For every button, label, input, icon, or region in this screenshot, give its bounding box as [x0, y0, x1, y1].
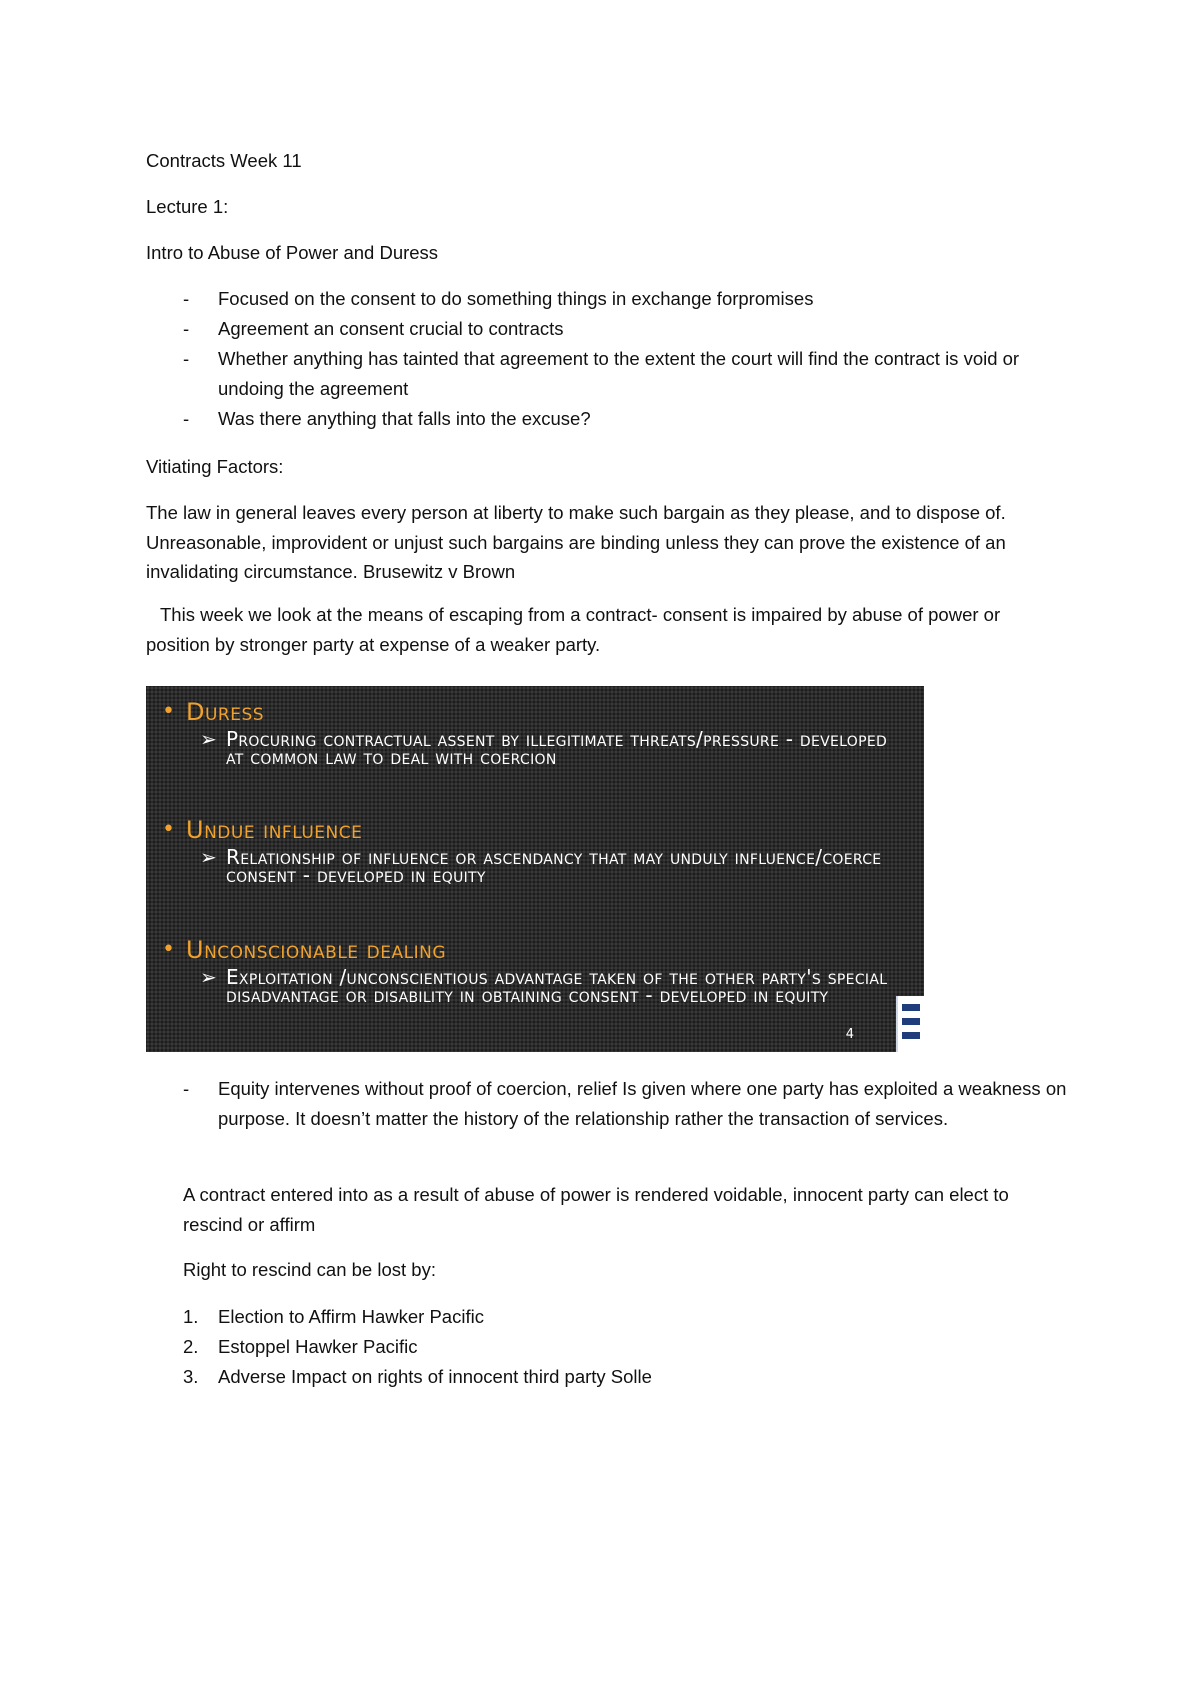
rescind-list-item	[183, 1362, 1063, 1392]
list-number: 2.	[183, 1336, 199, 1357]
slide-detail-text: Procuring contractual assent by illegitimate threats/pressure - developed at common law to deal with coercion	[226, 727, 888, 769]
arrow-bullet-icon: ➢	[200, 845, 218, 869]
dash-marker: -	[183, 318, 190, 339]
slide-bullet-icon: •	[162, 937, 176, 962]
slide-bullet-icon: •	[162, 817, 176, 842]
list-item-text: Election to Affirm Hawker Pacific	[218, 1306, 484, 1327]
dash-marker: -	[183, 408, 190, 429]
dash-marker: -	[183, 348, 190, 369]
list-number: 3.	[183, 1366, 199, 1387]
slide-bullet-icon: •	[162, 699, 176, 724]
slide-heading-text: Undue influence	[186, 816, 363, 844]
equity-bullet-text: Equity intervenes without proof of coercion, relief Is given where one party has exploited a weakness on purpose. It doesn’t matter the history of the relationship rather the transaction of services.	[218, 1078, 1067, 1129]
vitiating-factors-paragraph: The law in general leaves every person at liberty to make such bargain as they please, and to dispose of. Unreasonable, improvident or unjust such bargains are binding unless they can prove the existence of an invalidating circumstance. Brusewitz v Brown	[146, 502, 1006, 582]
slide-heading	[160, 936, 894, 964]
intro-bullet	[183, 344, 1083, 403]
arrow-bullet-icon: ➢	[200, 965, 218, 989]
intro-bullet	[183, 284, 1083, 314]
rescind-list-item	[183, 1302, 1063, 1332]
lecture-slide-image	[146, 686, 924, 1052]
dash-marker: -	[183, 1078, 190, 1099]
vitiating-factors-heading: Vitiating Factors:	[146, 456, 284, 477]
slide-item-undue-influence	[160, 816, 894, 887]
list-number: 1.	[183, 1306, 199, 1327]
intro-bullet-text: Focused on the consent to do something things in exchange forpromises	[218, 288, 814, 309]
slide-heading-text: Unconscionable dealing	[186, 936, 446, 964]
rescind-heading: Right to rescind can be lost by:	[183, 1259, 436, 1280]
this-week-paragraph: This week we look at the means of escaping from a contract- consent is impaired by abuse of power or position by stronger party at expense of a weaker party.	[146, 604, 1001, 655]
slide-detail	[200, 727, 894, 769]
rescind-list-item	[183, 1332, 1063, 1362]
voidable-paragraph: A contract entered into as a result of abuse of power is rendered voidable, innocent party can elect to rescind or affirm	[183, 1184, 1009, 1235]
intro-bullet	[183, 314, 1083, 344]
slide-detail-text: Relationship of influence or ascendancy that may unduly influence/coerce consent - developed in equity	[226, 845, 882, 887]
slide-heading	[160, 698, 894, 726]
list-item-text: Estoppel Hawker Pacific	[218, 1336, 418, 1357]
intro-bullet-text: Was there anything that falls into the excuse?	[218, 408, 591, 429]
list-item-text: Adverse Impact on rights of innocent third party Solle	[218, 1366, 652, 1387]
slide-heading-text: Duress	[186, 698, 265, 726]
section-intro-heading: Intro to Abuse of Power and Duress	[146, 242, 439, 263]
intro-bullet-text: Agreement an consent crucial to contracts	[218, 318, 564, 339]
lecture-label: Lecture 1:	[146, 196, 229, 217]
intro-bullet	[183, 404, 1083, 434]
slide-detail-text: Exploitation /unconscientious advantage taken of the other party's special disadvantage or disability in obtaining consent - developed in equity	[226, 965, 888, 1007]
document-title: Contracts Week 11	[146, 150, 302, 171]
slide-detail	[200, 845, 894, 887]
dash-marker: -	[183, 288, 190, 309]
slide-heading	[160, 816, 894, 844]
slide-page-number: 4	[845, 1027, 854, 1042]
university-crest-icon	[896, 996, 924, 1052]
slide-item-unconscionable-dealing	[160, 936, 894, 1007]
arrow-bullet-icon: ➢	[200, 727, 218, 751]
intro-bullet-text: Whether anything has tainted that agreement to the extent the court will find the contract is void or undoing the agreement	[218, 348, 1020, 399]
slide-detail	[200, 965, 894, 1007]
equity-bullet	[183, 1074, 1083, 1133]
slide-item-duress	[160, 698, 894, 769]
